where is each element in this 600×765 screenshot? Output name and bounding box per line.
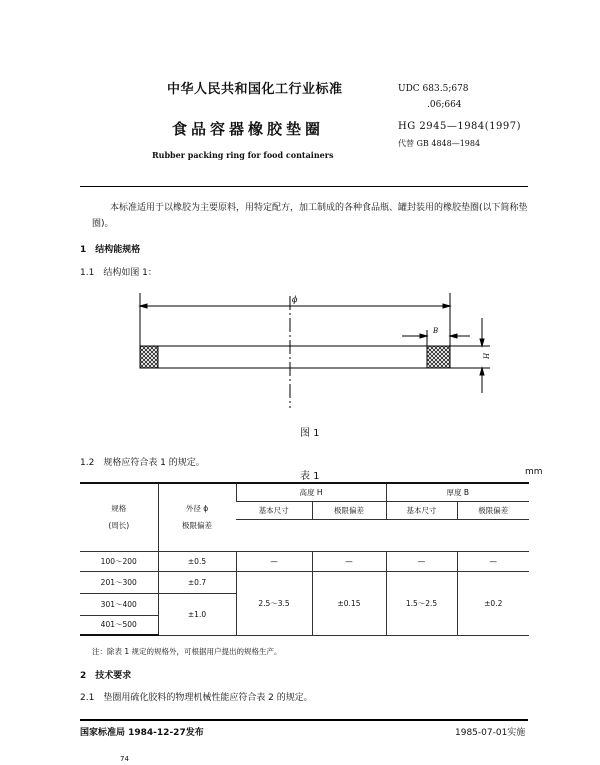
issued-by: 国家标准局 1984-12-27发布	[80, 728, 204, 738]
figure-1-ring-cross-section	[120, 288, 500, 418]
table-1-unit: mm	[525, 467, 543, 477]
phi-label: ϕ	[292, 295, 298, 304]
figure-1-caption: 图 1	[300, 428, 320, 439]
udc-line-2: .06;664	[427, 100, 462, 110]
table-row: 301～400 ±1.0	[80, 593, 529, 615]
ring-section-right	[427, 346, 450, 368]
udc-line-1: UDC 683.5;678	[398, 84, 469, 94]
header-height: 高度 H	[236, 483, 386, 501]
b-arrow-left	[420, 334, 427, 338]
header-h-dev: 极限偏差	[312, 501, 386, 519]
b-arrow-right	[450, 334, 457, 338]
item-1-1: 1.1 结构如图 1：	[80, 268, 157, 278]
table-header-row-1	[80, 483, 529, 501]
ring-outline	[140, 346, 450, 368]
hg-standard-code: HG 2945—1984(1997)	[398, 121, 522, 132]
scope-paragraph: 本标准适用于以橡胶为主要原料，用特定配方，加工制成的各种食品瓶、罐封装用的橡胶垫圈(以下简称垫圈)。	[92, 203, 528, 229]
replaces-standard: 代替 GB 4848—1984	[398, 139, 481, 148]
item-2-1: 2.1 垫圈用硫化胶料的物理机械性能应符合表 2 的规定。	[80, 693, 313, 703]
header-divider	[80, 186, 528, 187]
standard-org-title: 中华人民共和国化工行业标准	[167, 82, 343, 97]
header-b-basic: 基本尺寸	[386, 501, 457, 519]
table-row: 201～300 ±0.7 2.5～3.5 ±0.15 1.5～2.5 ±0.2	[80, 571, 529, 593]
header-spec: 规格 (周长)	[80, 483, 158, 551]
header-thickness: 厚度 B	[386, 483, 529, 501]
section-1-heading: 1 结构能规格	[80, 245, 141, 255]
header-outer-diameter: 外径 ϕ 极限偏差	[158, 483, 236, 551]
h-arrow-bottom	[480, 368, 484, 375]
table-row: 401～500	[80, 615, 529, 635]
document-title: 食品容器橡胶垫圈	[172, 120, 325, 138]
arrow-left	[140, 304, 147, 308]
arrow-right	[443, 304, 450, 308]
section-2-heading: 2 技术要求	[80, 671, 132, 681]
h-label: H	[483, 352, 491, 359]
page-number: 74	[120, 755, 129, 763]
table-row: 100～200 ±0.5 — — — —	[80, 551, 529, 571]
document-title-english: Rubber packing ring for food containers	[152, 150, 334, 160]
b-label: B	[433, 327, 439, 335]
ring-section-left	[140, 346, 158, 368]
table-1-caption: 表 1	[300, 471, 320, 482]
header-b-dev: 极限偏差	[457, 501, 529, 519]
h-arrow-top	[480, 339, 484, 346]
table-1-note: 注：除表 1 规定的规格外，可根据用户提出的规格生产。	[92, 647, 282, 656]
effective-date: 1985-07-01实施	[455, 728, 526, 738]
item-1-2: 1.2 规格应符合表 1 的规定。	[80, 458, 205, 468]
table-1	[80, 482, 529, 636]
footer-divider	[80, 719, 528, 721]
header-h-basic: 基本尺寸	[236, 501, 312, 519]
